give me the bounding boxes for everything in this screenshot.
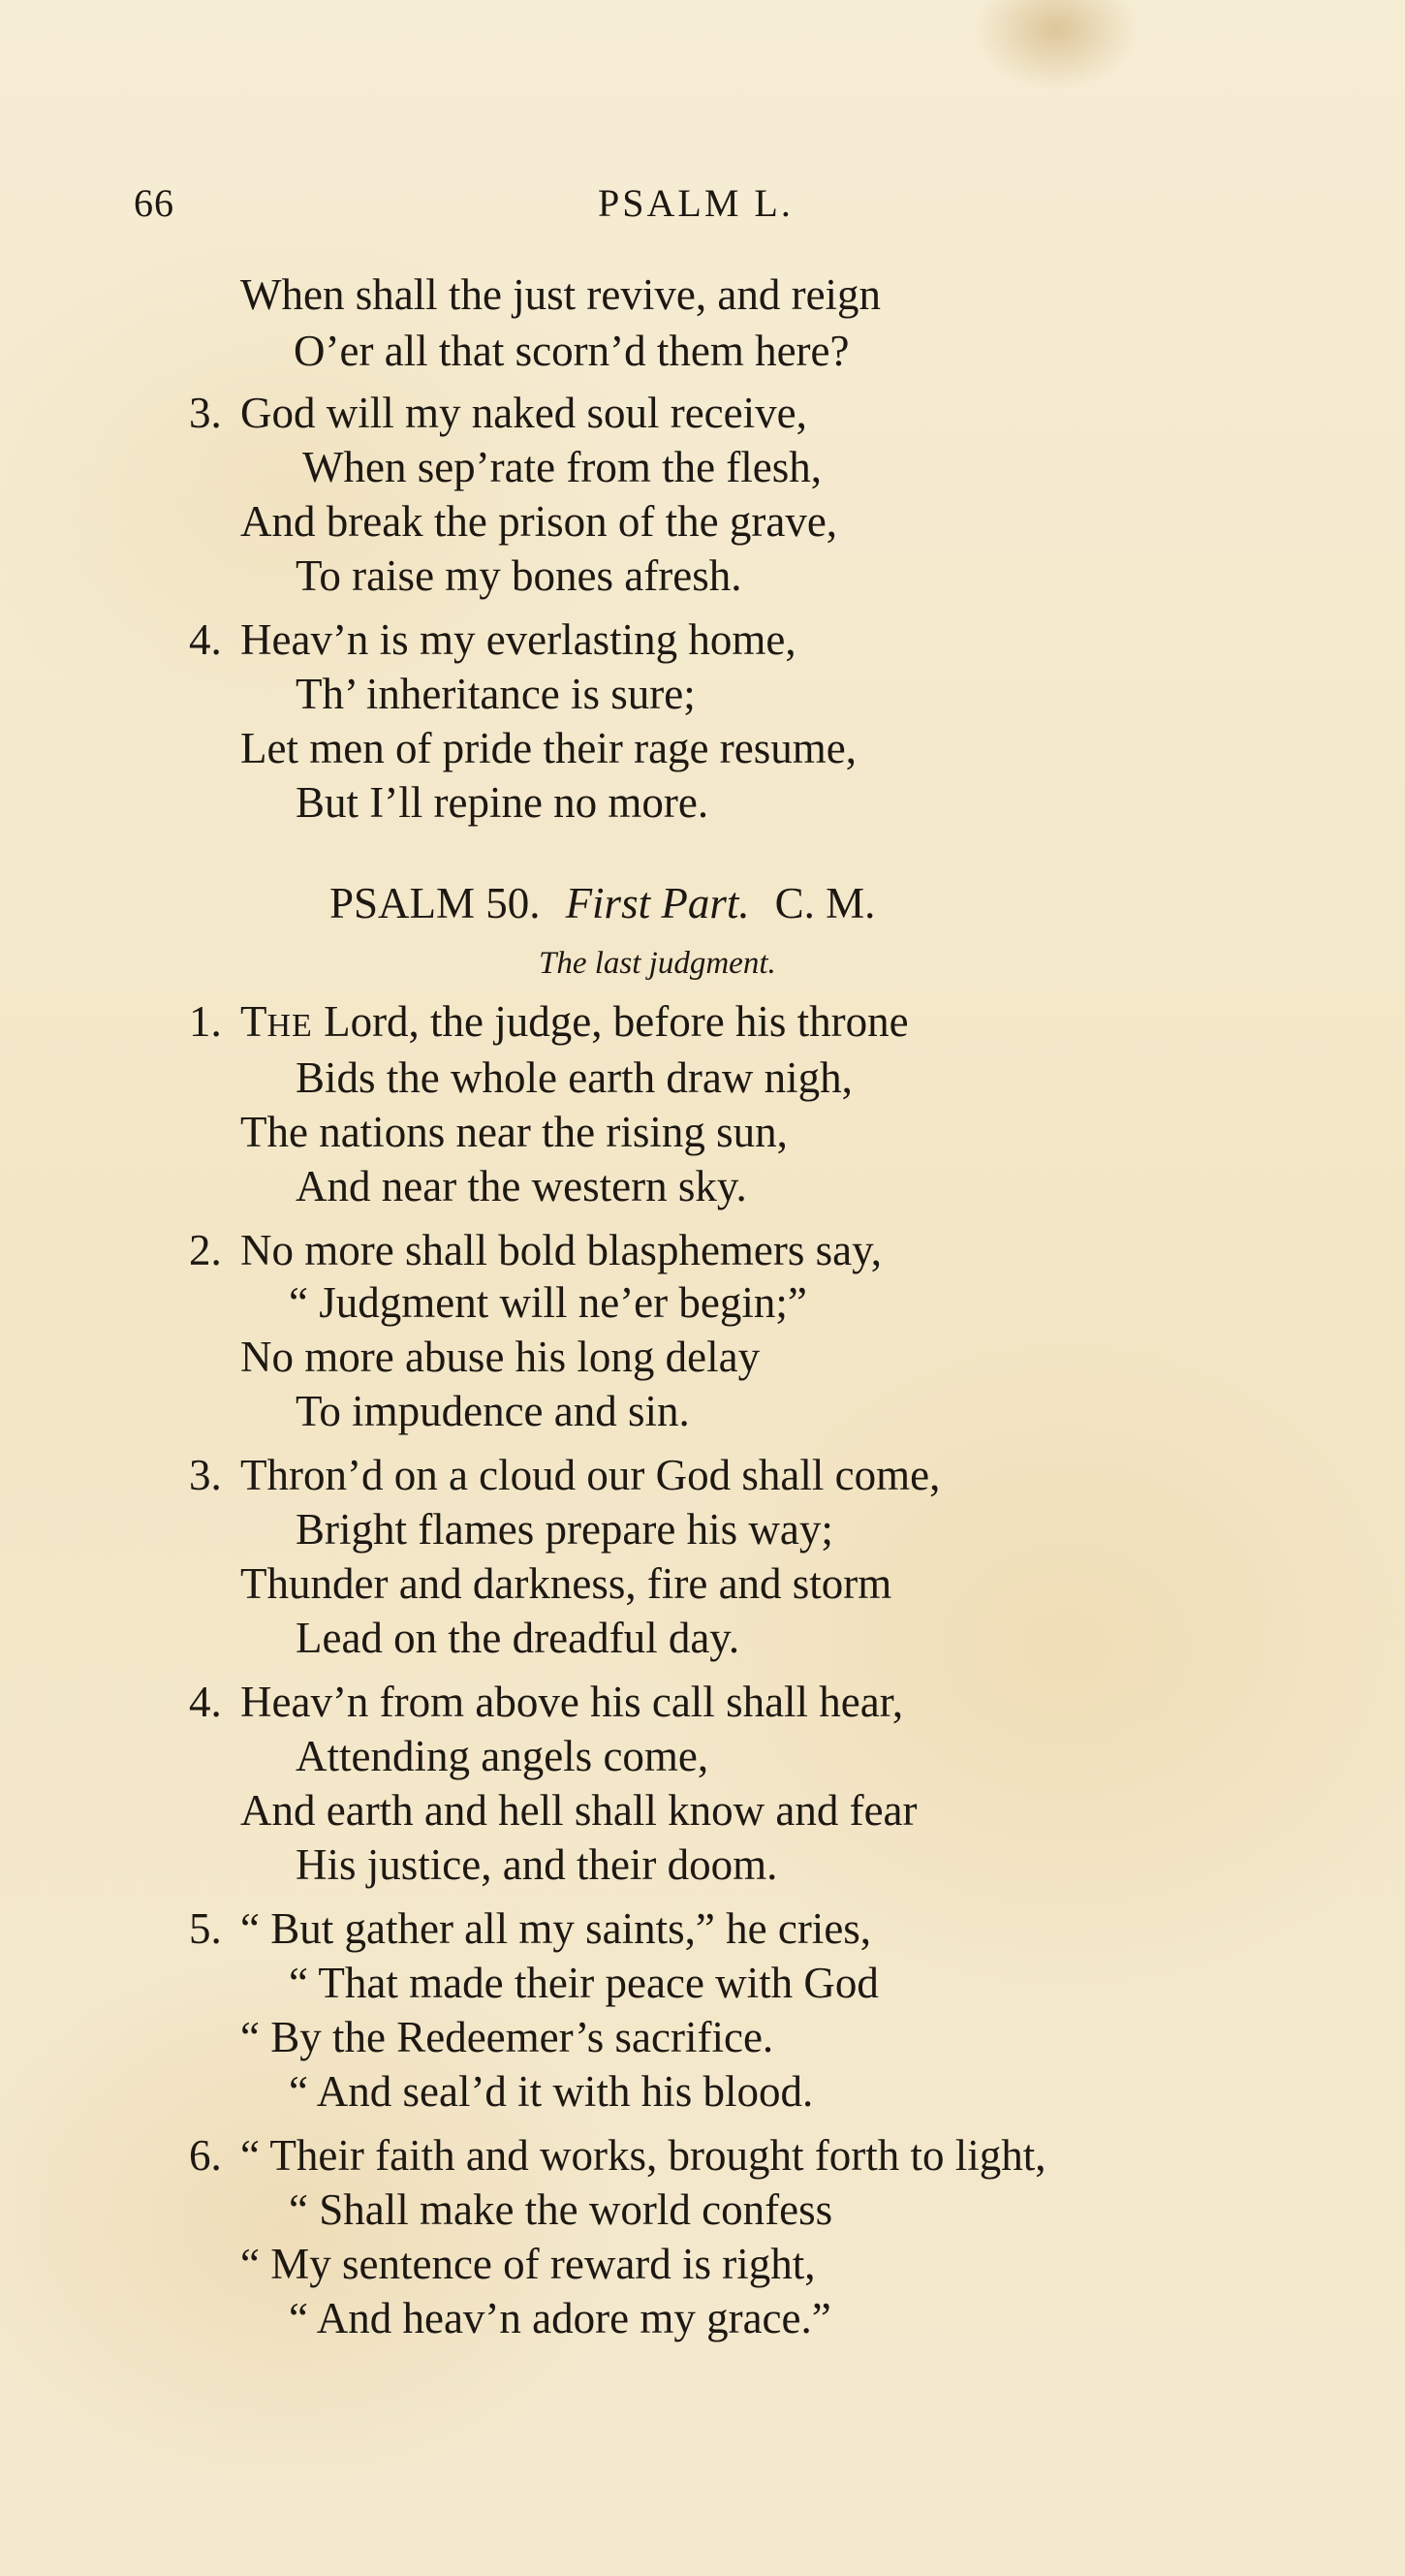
verse-line: “ And seal’d it with his blood. [289,2067,814,2116]
verse-line: O’er all that scorn’d them here? [294,327,850,375]
stanza-number: 3. [189,389,222,437]
stanza-number: 6. [189,2131,222,2180]
stanza-number: 2. [189,1226,222,1274]
psalm-title [329,876,875,930]
stanza-number: 4. [189,615,222,664]
verse-line: “ Shall make the world confess [289,2185,833,2234]
verse-line: And near the western sky. [296,1162,747,1210]
verse-line: When sep’rate from the flesh, [302,443,823,491]
verse-line-text: Lord, the judge, before his throne [312,997,909,1046]
verse-line: Let men of pride their rage resume, [240,724,857,772]
verse-line: “ Judgment will ne’er begin;” [289,1278,807,1327]
verse-line: When shall the just revive, and reign [240,270,882,319]
verse-line: Bright flames prepare his way; [296,1505,833,1554]
stanza-number: 4. [189,1678,222,1726]
verse-line: But I’ll repine no more. [296,778,709,827]
stanza-number: 3. [189,1451,222,1499]
verse-line: Th’ inheritance is sure; [296,670,696,718]
page-number: 66 [134,181,174,225]
verse-line: His justice, and their doom. [296,1840,778,1889]
page-header [0,180,1405,229]
verse-line: No more abuse his long delay [240,1333,761,1381]
verse-line: “ But gather all my saints,” he cries, [240,1904,872,1953]
psalm-title-meter: C. M. [774,879,876,927]
verse-line: And earth and hell shall know and fear [240,1786,918,1835]
verse-line: “ My sentence of reward is right, [240,2240,816,2288]
drop-word-cap: T [240,997,267,1046]
verse-line: To raise my bones afresh. [296,551,742,600]
drop-word-rest: HE [266,1008,313,1044]
verse-line: God will my naked soul receive, [240,389,807,437]
verse-line-first [240,994,909,1053]
verse-line: “ And heav’n adore my grace.” [289,2294,831,2342]
verse-line: And break the prison of the grave, [240,497,838,546]
psalm-title-part: First Part. [565,879,750,927]
verse-line: Thron’d on a cloud our God shall come, [240,1451,941,1499]
verse-line: Heav’n from above his call shall hear, [240,1678,904,1726]
stanza-number: 5. [189,1904,222,1953]
verse-line: No more shall bold blasphemers say, [240,1226,882,1274]
stanza-number: 1. [189,997,222,1046]
verse-line: “ By the Redeemer’s sacrifice. [240,2013,774,2061]
verse-line: “ That made their peace with God [289,1959,879,2007]
verse-line: Attending angels come, [296,1732,709,1780]
verse-line: To impudence and sin. [296,1387,690,1435]
psalm-title-main: PSALM 50. [329,879,541,927]
verse-line: “ Their faith and works, brought forth to light, [240,2131,1046,2180]
psalm-subtitle: The last judgment. [539,946,776,981]
verse-line: Bids the whole earth draw nigh, [296,1053,853,1102]
verse-line: Heav’n is my everlasting home, [240,615,796,664]
verse-line: Lead on the dreadful day. [296,1614,740,1662]
verse-line: The nations near the rising sun, [240,1108,788,1156]
verse-line: Thunder and darkness, fire and storm [240,1559,892,1608]
running-title: PSALM L. [598,181,794,225]
